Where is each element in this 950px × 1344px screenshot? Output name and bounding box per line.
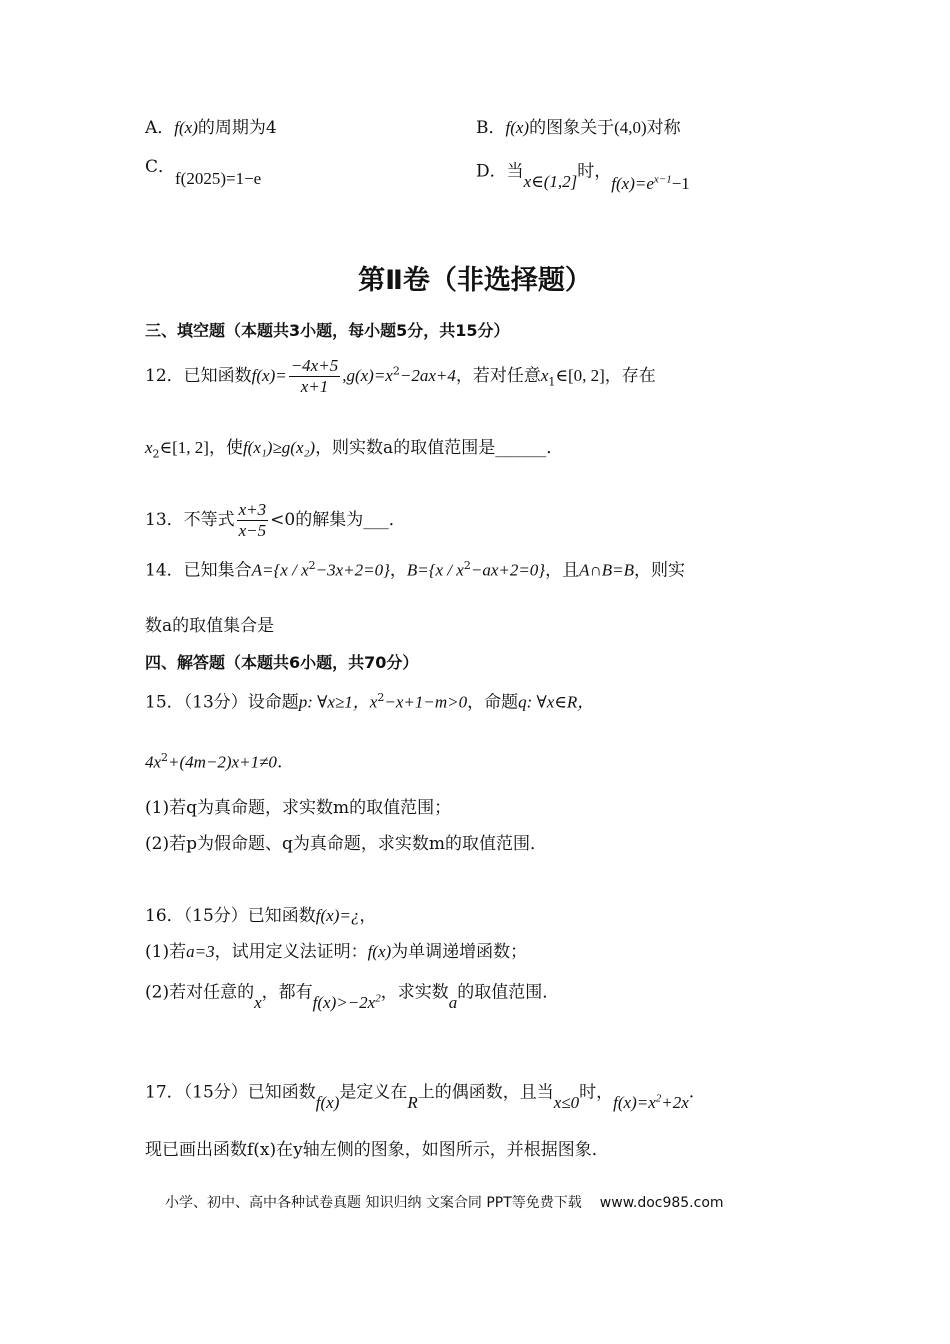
q15-lead: 15．（13分）设命题 <box>145 692 299 713</box>
section-answers: 四、解答题（本题共6小题，共70分） <box>145 653 419 672</box>
q12-mid: ，若对任意 <box>455 366 541 386</box>
option-d-expr-exp: x−1 <box>653 173 672 185</box>
q12-tail: ，存在 <box>604 366 656 386</box>
q17-cond: x≤0 <box>553 1092 580 1112</box>
option-d-cond: x∈(1,2] <box>523 171 578 191</box>
q16-part2 <box>145 976 560 1012</box>
q15-line2-lead: 4x <box>145 752 162 772</box>
q15-q: q: ∀x∈R， <box>518 692 595 712</box>
q16-part2-d: 的取值范围． <box>457 982 560 1003</box>
q15-part2: (2)若p为假命题、q为真命题，求实数m的取值范围． <box>145 834 547 854</box>
q17-mid2: 上的偶函数，且当 <box>417 1082 554 1103</box>
q16-f: f(x)=¿ <box>315 906 360 925</box>
option-d-label: D．当 <box>476 161 524 182</box>
q16-part1-a: (1)若 <box>145 942 187 962</box>
q16-lead: 16．（15分）已知函数 <box>145 906 316 926</box>
q12-g-tail: −2ax+4 <box>399 366 456 385</box>
q12-line2-mid: ，使 <box>208 438 243 458</box>
q16-part2-ineq <box>313 993 381 1012</box>
option-d-expr <box>611 174 690 193</box>
q17-f: f(x) <box>315 1092 340 1112</box>
footer-text: 小学、初中、高中各种试卷真题 知识归纳 文案合同 PPT等免费下载 <box>165 1195 582 1211</box>
q17-mid3: 时， <box>579 1082 614 1103</box>
footer-url[interactable]: www.doc985.com <box>599 1195 724 1211</box>
option-b-tail: 对称 <box>646 118 681 138</box>
option-c-label: C． <box>145 157 176 177</box>
q12-g-sup: 2 <box>392 364 400 378</box>
option-b-point: (4,0) <box>614 118 647 137</box>
option-d-mid: 时， <box>577 161 612 182</box>
q17-end: . <box>688 1082 695 1103</box>
option-a-label: A． <box>145 118 175 138</box>
q17-expr-text: f(x)=x <box>613 1092 656 1112</box>
q16-part2-c: ，求实数 <box>380 982 449 1003</box>
question-14 <box>145 554 685 583</box>
q12-g-expr: ,g(x)=x <box>342 366 393 385</box>
q12-x2-sub: 2 <box>152 447 160 461</box>
q16-part1-b: ，试用定义法证明： <box>214 942 368 962</box>
q16-part1-f: f(x) <box>367 942 392 961</box>
q16-part2-b: ，都有 <box>261 982 313 1003</box>
option-b-expr: f(x) <box>505 118 530 137</box>
q13-frac-den: x−5 <box>238 521 267 540</box>
q16-part2-x: x <box>254 992 262 1012</box>
question-12 <box>145 356 656 397</box>
q12-fraction <box>289 356 341 397</box>
q16-part1 <box>145 940 527 964</box>
q15-p-tail: −x+1−m>0 <box>384 692 468 712</box>
question-17 <box>145 1076 695 1112</box>
q15-mid: ，命题 <box>467 692 519 713</box>
q15-part1: (1)若q为真命题，求实数m的取值范围； <box>145 798 452 818</box>
q14-tail: ，则实 <box>634 560 686 581</box>
option-c <box>145 155 175 179</box>
q14-lead: 14．已知集合 <box>145 560 252 581</box>
option-c-expr-text: f(2025)=1−e <box>175 169 262 188</box>
q15-line2-tail: +(4m−2)x+1≠0 <box>168 752 277 772</box>
q12-line2-tail: ，则实数a的取值范围是______． <box>315 438 564 458</box>
option-d <box>476 155 690 193</box>
q15-line2-sup: 2 <box>161 751 169 764</box>
q15-line2-end: . <box>276 752 283 773</box>
q16-part1-cond: a=3 <box>186 942 215 961</box>
q14-set-b-sup: 2 <box>463 559 471 572</box>
q16-part2-a: (2)若对任意的 <box>145 982 255 1003</box>
q12-frac-den: x+1 <box>300 377 329 396</box>
question-17-line2: 现已画出函数f(x)在y轴左侧的图象，如图所示，并根据图象． <box>145 1140 609 1160</box>
section-fill-in: 三、填空题（本题共3小题，每小题5分，共15分） <box>145 321 510 340</box>
q14-cond: A∩B=B <box>579 560 635 580</box>
q14-mid: ，且 <box>545 560 580 581</box>
q17-r: R <box>407 1092 418 1112</box>
q17-lead: 17．（15分）已知函数 <box>145 1082 316 1103</box>
option-b <box>476 116 681 140</box>
q16-part2-ineq-text: f(x)>−2x <box>312 992 376 1012</box>
question-15-line2 <box>145 746 282 775</box>
q12-lead: 12．已知函数 <box>145 366 252 386</box>
question-12-line2 <box>145 436 563 466</box>
option-d-expr-tail: −1 <box>671 173 690 193</box>
question-14-line2: 数a的取值集合是 <box>145 616 275 636</box>
question-16 <box>145 904 376 928</box>
q12-frac-num: −4x+5 <box>290 356 339 375</box>
option-b-text: 的图象关于 <box>529 118 615 138</box>
option-a <box>145 116 277 140</box>
q12-x2: x <box>145 438 153 457</box>
q12-x2-set: ∈[1, 2] <box>159 438 209 457</box>
q13-lead: 13．不等式 <box>145 510 235 530</box>
q12-x1-set: ∈[0, 2] <box>555 366 605 385</box>
question-13 <box>145 500 406 541</box>
q16-part2-var: a <box>448 992 458 1012</box>
q15-p-sup: 2 <box>377 691 385 704</box>
q14-set-a: A={x / x <box>251 560 309 580</box>
q12-x1: x <box>540 366 549 385</box>
q17-mid1: 是定义在 <box>339 1082 408 1103</box>
q17-expr-sup: 2 <box>655 1092 662 1104</box>
q14-set-a-tail: −3x+2=0} <box>315 560 390 580</box>
q17-expr <box>613 1093 689 1112</box>
q16-tail: ， <box>359 906 377 926</box>
q13-frac-num: x+3 <box>238 500 267 519</box>
option-c-expr <box>175 167 261 191</box>
page-footer <box>165 1192 724 1212</box>
option-b-label: B． <box>476 118 506 138</box>
option-a-expr: f(x) <box>174 118 198 137</box>
q12-x1-sub: 1 <box>548 375 556 389</box>
part-title: 第Ⅱ卷（非选择题） <box>358 265 592 296</box>
q14-set-b: B={x / x <box>406 560 464 580</box>
option-a-text: 的周期为4 <box>197 118 277 138</box>
q13-fraction <box>237 500 269 541</box>
q15-p: p: ∀x≥1，x <box>298 692 378 712</box>
option-d-expr-lhs: f(x)=e <box>611 173 654 193</box>
q14-set-b-tail: −ax+2=0} <box>470 560 546 580</box>
q12-line2-ineq: f(x₁)≥g(x₂) <box>242 438 316 457</box>
q14-sep: ， <box>389 560 407 581</box>
q16-part2-sup: 2 <box>375 992 381 1004</box>
q16-part1-c: 为单调递增函数； <box>391 942 528 962</box>
q12-f-lhs: f(x)= <box>251 366 287 385</box>
q13-tail: <0的解集为___． <box>270 510 406 530</box>
q17-expr-tail: +2x <box>661 1092 689 1112</box>
q14-set-a-sup: 2 <box>308 559 316 572</box>
question-15 <box>145 686 594 715</box>
